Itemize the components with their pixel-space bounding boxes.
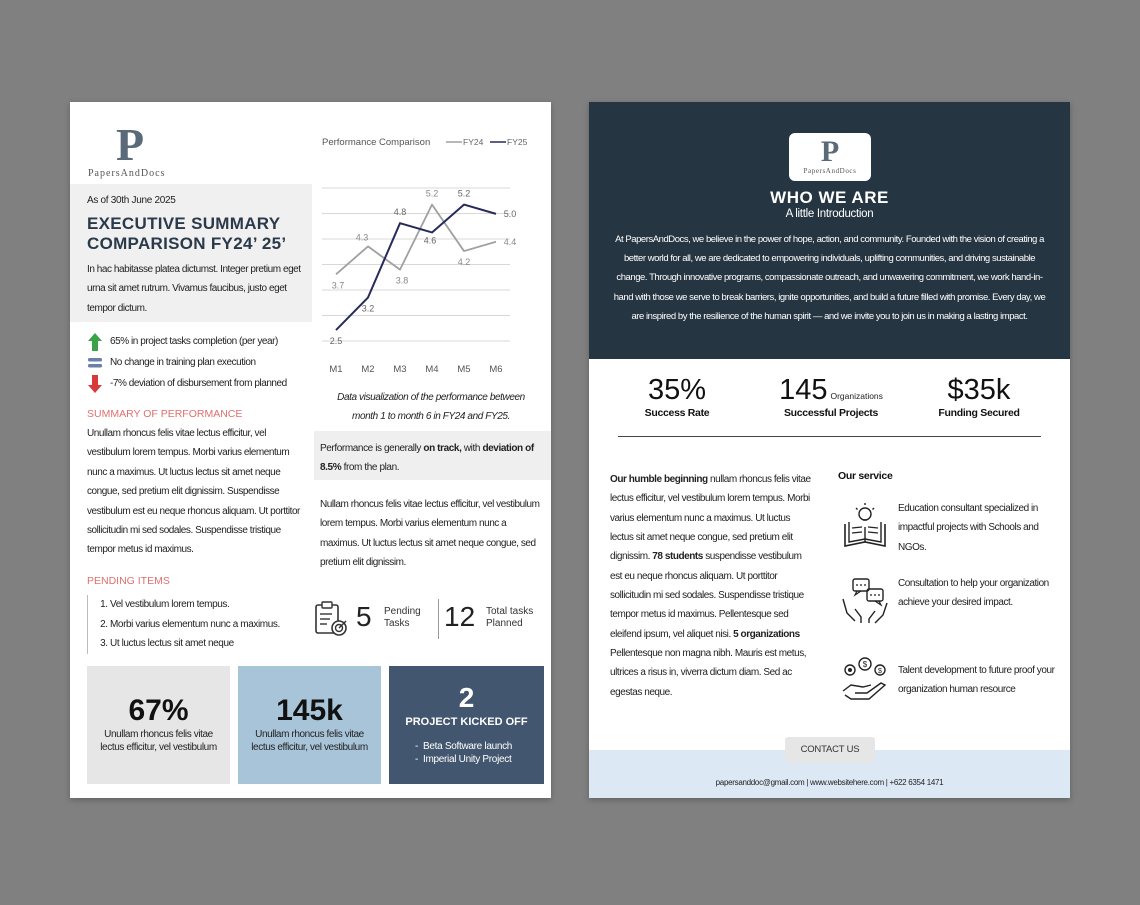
stat-box-projects (389, 666, 544, 784)
indicator-text: No change in training plan execution (110, 356, 256, 368)
series-line-fy25 (336, 205, 496, 330)
x-tick-label: M5 (457, 364, 471, 375)
pending-tasks-count: 5 (356, 601, 372, 632)
stat-label: Funding Secured (938, 407, 1020, 420)
pending-item: 3. Ut luctus lectus sit amet neque (110, 634, 312, 654)
stat-value: 2 (458, 682, 475, 713)
callout-emphasis: on track, (423, 443, 462, 454)
consultation-icon (841, 577, 889, 625)
stat-label: Successful Projects (783, 407, 879, 420)
data-label: 3.8 (395, 275, 409, 286)
total-tasks-count: 12 (444, 601, 476, 632)
brand-logo (88, 119, 188, 179)
as-of-date: As of 30th June 2025 (87, 195, 176, 206)
project-item (415, 753, 544, 766)
logo-mark: P (820, 135, 840, 168)
intro-paragraph: At PapersAndDocs, we believe in the power of hope, action, and community. Founded with the vision of creating a better world for all, we are dedicated to empowering individuals, uplifting communities, and driving sustainable change. Through innovative programs, compassionate outreach, and unwavering commitment, we work hand-in-hand with those we serve to break barriers, ignite opportunities, and build a future filled with promise. Every day, we are inspired by the resilience of the human spirit — and we invite you to join us in making a lasting impact. (613, 234, 1046, 322)
data-label: 4.8 (393, 207, 407, 218)
callout-text: with (461, 443, 483, 454)
contact-details: papersanddoc@gmail.com | www.websitehere.com | +622 6354 1471 (715, 778, 944, 787)
data-label: 3.2 (361, 303, 375, 314)
indicator-text: 65% in project tasks completion (per year) (110, 335, 278, 347)
stat-desc: Unullam rhoncus felis vitae lectus efficitur, vel vestibulum (100, 729, 217, 753)
stat-box-amount (238, 666, 381, 784)
summary-text: Unullam rhoncus felis vitae lectus efficitur, vel vestibulum lorem tempus. Morbi varius elementum nunc a maximus. Ut luctus lectus sit amet neque congue, sed pretium elit dignissim. Suspendisse vestibulum est eu neque rhoncus aliquam. Ut porttitor sollicitudin mi sed sodales. Suspendisse tristique tempor metus id maximus. (87, 428, 300, 556)
indicator-item (88, 373, 318, 394)
clipboard-target-icon (314, 601, 348, 637)
x-tick-label: M1 (329, 364, 343, 375)
data-label: 4.2 (457, 257, 471, 268)
tasks-divider (438, 599, 439, 639)
total-tasks-label: Total tasks Planned (486, 606, 534, 629)
chart-title: Performance Comparison (322, 137, 431, 148)
stat-suffix: Organizations (830, 391, 883, 401)
stat-successful-projects (769, 374, 893, 419)
svg-text:$: $ (878, 668, 882, 675)
indicator-text: -7% deviation of disbursement from planned (110, 377, 287, 389)
indicator-item (88, 352, 318, 373)
stat-title: PROJECT KICKED OFF (405, 716, 528, 728)
x-tick-label: M2 (361, 364, 375, 375)
stat-desc: Unullam rhoncus felis vitae lectus efficitur, vel vestibulum (251, 729, 368, 753)
performance-callout (314, 431, 551, 480)
project-name: Beta Software launch (423, 741, 513, 752)
data-label: 3.7 (331, 280, 345, 291)
pending-list (87, 595, 312, 654)
chart-caption: Data visualization of the performance between month 1 to month 6 in FY24 and FY25. (337, 392, 525, 422)
chart-legend (446, 137, 528, 147)
arrow-down-icon (88, 375, 102, 393)
text: suspendisse vestibulum est eu neque rhoncus aliquam. Ut porttitor sollicitudin mi sed sodales. Suspendisse tristique tempor metus id maximus. Pellentesque sed eleifend ipsum, vel aliquet nisi. (610, 551, 804, 640)
x-tick-label: M4 (425, 364, 439, 375)
data-label: 5.2 (425, 188, 439, 199)
service-heading: Our service (838, 470, 893, 482)
logo-name: PapersAndDocs (803, 167, 857, 175)
performance-chart (316, 126, 551, 386)
stat-value: 145k (276, 694, 343, 727)
stat-value: $35k (947, 374, 1011, 406)
data-label: 4.4 (503, 236, 517, 247)
stat-funding (919, 374, 1039, 419)
service-text: Education consultant specialized in impactful projects with Schools and NGOs. (898, 503, 1039, 553)
data-label: 5.0 (503, 208, 517, 219)
x-tick-label: M6 (489, 364, 503, 375)
page-title (87, 214, 286, 253)
brand-logo (789, 133, 871, 181)
stat-value: 145 (779, 374, 828, 406)
page-two (589, 102, 1070, 798)
summary-heading: SUMMARY OF PERFORMANCE (87, 408, 243, 420)
data-label: 2.5 (329, 336, 343, 347)
page-one (70, 102, 551, 798)
equal-icon (88, 358, 102, 368)
tasks-summary (314, 599, 551, 639)
text: Pellentesque non magna nibh. Mauris est metus, ultrices a risus in, viverra dictum diam. Sed ac egestas neque. (610, 648, 807, 698)
stat-success-rate (617, 374, 737, 419)
service-text: Consultation to help your organization achieve your desired impact. (898, 578, 1049, 609)
body-text-2: Nullam rhoncus felis vitae lectus efficitur, vel vestibulum lorem tempus. Morbi varius elementum nunc a maximus. Ut luctus lectus sit amet neque congue, sed pretium elit dignissim. (320, 499, 540, 569)
pending-tasks-label: Pending Tasks (384, 606, 421, 629)
contact-us-button[interactable]: CONTACT US (785, 737, 875, 763)
title-block (70, 184, 312, 322)
callout-text: Performance is generally (320, 443, 424, 454)
callout-text: from the plan. (341, 462, 400, 473)
title-line-1: EXECUTIVE SUMMARY (87, 214, 281, 233)
talent-growth-icon (841, 655, 889, 703)
logo-name: PapersAndDocs (88, 168, 166, 179)
stat-box-completion (87, 666, 230, 784)
data-label: 4.6 (423, 235, 437, 246)
stat-label: Success Rate (644, 407, 710, 420)
logo-mark: P (116, 119, 145, 170)
project-list (389, 740, 544, 766)
emphasis: 78 students (652, 551, 703, 563)
callout-emphasis: deviation of 8.5% (320, 443, 534, 473)
stats-divider (618, 436, 1041, 437)
svg-text:$: $ (862, 660, 868, 669)
bullet-dash: - (415, 754, 423, 765)
text: nullam rhoncus felis vitae lectus efficitur, vel vestibulum lorem tempus. Morbi varius elementum nunc a maximus. Ut luctus lectus sit amet neque congue, sed pretium elit dignissim. (610, 474, 811, 563)
legend-label-fy24: FY24 (463, 137, 484, 147)
book-idea-icon (841, 502, 889, 550)
x-tick-label: M3 (393, 364, 407, 375)
intro-banner (589, 102, 1070, 359)
data-label: 5.2 (457, 188, 471, 199)
title-line-2: COMPARISON FY24’ 25’ (87, 233, 287, 253)
indicator-list (88, 331, 318, 394)
section-subheading: A little Introduction (785, 208, 874, 220)
pending-item: 1. Vel vestibulum lorem tempus. (110, 595, 312, 615)
project-name: Imperial Unity Project (423, 754, 512, 765)
stat-value: 35% (647, 374, 707, 406)
indicator-item (88, 331, 318, 352)
bullet-dash: - (415, 741, 423, 752)
pending-heading: PENDING ITEMS (87, 575, 170, 587)
arrow-up-icon (88, 333, 102, 351)
emphasis: Our humble beginning (610, 474, 708, 485)
legend-label-fy25: FY25 (507, 137, 528, 147)
emphasis: 5 organizations (733, 628, 800, 640)
stat-value: 67% (128, 694, 189, 727)
data-label: 4.3 (355, 232, 369, 243)
section-heading: WHO WE ARE (770, 188, 889, 207)
project-item (415, 740, 544, 753)
pending-item: 2. Morbi varius elementum nunc a maximus. (110, 615, 312, 635)
history-text (610, 470, 815, 702)
intro-text: In hac habitasse platea dictumst. Integer pretium eget urna sit amet rutrum. Vivamus faucibus, justo eget tempor dictum. (87, 264, 301, 314)
service-text: Talent development to future proof your organization human resource (898, 665, 1055, 696)
